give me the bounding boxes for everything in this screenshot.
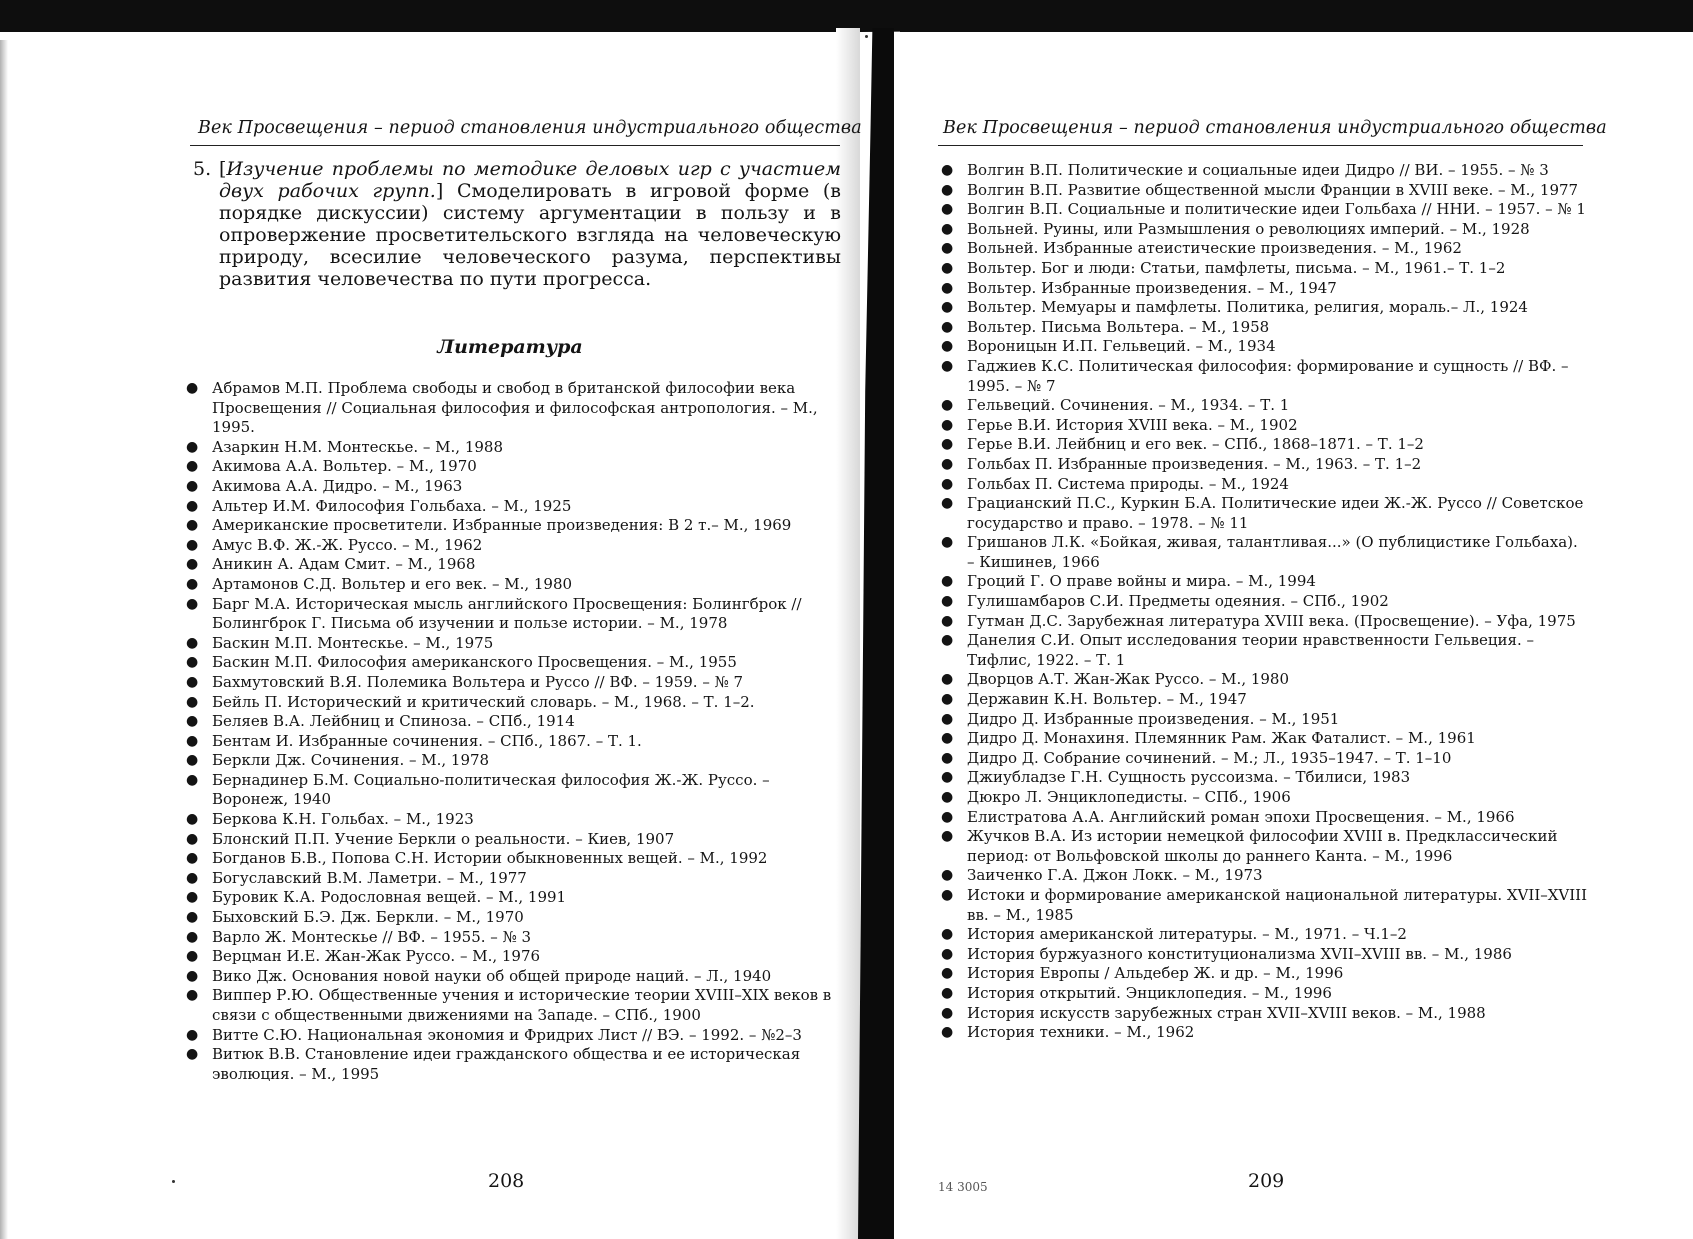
reference-item [935,788,1590,808]
reference-item [180,555,835,575]
reference-text: Дидро Д. Собрание сочинений. – М.; Л., 1935–1947. – Т. 1–10 [967,748,1452,767]
reference-text: Гулишамбаров С.И. Предметы одеяния. – СПб., 1902 [967,592,1389,611]
bullet-icon: ● [941,632,954,649]
reference-item [935,435,1590,455]
reference-text: Витте С.Ю. Национальная экономия и Фридрих Лист // ВЭ. – 1992. – №2–3 [212,1025,802,1044]
reference-item [935,592,1590,612]
reference-item [935,1004,1590,1024]
bullet-icon: ● [941,789,954,805]
reference-item [180,438,835,458]
reference-item [180,888,835,908]
reference-text: Беркова К.Н. Гольбах. – М., 1923 [212,810,474,829]
bullet-icon: ● [941,612,954,629]
bullet-icon: ● [186,477,199,494]
bullet-icon: ● [941,691,954,708]
bullet-icon: ● [186,752,199,769]
bullet-icon: ● [186,771,199,788]
bullet-icon: ● [941,573,954,590]
reference-item [935,396,1590,416]
reference-text: Державин К.Н. Вольтер. – М., 1947 [967,690,1247,709]
reference-item [935,416,1590,436]
bullet-icon: ● [941,279,954,296]
reference-item [180,712,835,732]
reference-item [935,749,1590,769]
reference-text: Витюк В.В. Становление идеи гражданского общества и ее историческая эволюция. – М., 1995 [212,1045,801,1083]
bullet-icon: ● [941,593,954,610]
bullet-icon: ● [941,769,954,786]
bullet-icon: ● [186,595,199,612]
reference-text: Грацианский П.С., Куркин Б.А. Политические идеи Ж.-Ж. Руссо // Советское государство и право. – 1978. – № 11 [967,494,1584,532]
head-rule-left [190,145,840,146]
bullet-icon: ● [941,886,954,903]
bullet-icon: ● [941,730,954,747]
reference-item [935,475,1590,495]
bullet-icon: ● [186,497,199,514]
scan-speck [865,35,868,38]
reference-text: Дюкро Л. Энциклопедисты. – СПб., 1906 [967,788,1291,806]
reference-text: Виппер Р.Ю. Общественные учения и исторические теории XVIII–XIX веков в связи с общественными движениями на Западе. – СПб., 1900 [212,986,832,1024]
reference-text: Аникин А. Адам Смит. – М., 1968 [212,555,476,574]
bullet-icon: ● [186,909,199,926]
reference-item [180,947,835,967]
reference-item [935,710,1590,730]
bullet-icon: ● [941,397,954,414]
reference-text: Вольтер. Письма Вольтера. – М., 1958 [967,317,1270,336]
reference-text: История американской литературы. – М., 1971. – Ч.1–2 [967,925,1407,944]
bullet-icon: ● [941,357,954,374]
bullet-icon: ● [941,671,954,688]
reference-item [935,690,1590,710]
reference-text: Заиченко Г.А. Джон Локк. – М., 1973 [967,866,1263,885]
bullet-icon: ● [186,458,199,475]
reference-item [180,693,835,713]
scan-speck [172,1180,175,1183]
bullet-icon: ● [186,713,199,730]
reference-item [180,810,835,830]
running-head-left: Век Просвещения – период становления индустриального общества [198,118,862,138]
reference-item [935,984,1590,1004]
bullet-icon: ● [941,416,954,433]
bullet-icon: ● [186,380,199,396]
bullet-icon: ● [186,830,199,847]
reference-text: Американские просветители. Избранные произведения: В 2 т.– М., 1969 [212,516,792,535]
reference-text: Бейль П. Исторический и критический словарь. – М., 1968. – Т. 1–2. [212,692,755,711]
reference-item [935,357,1590,396]
reference-item [180,497,835,517]
reference-text: История искусств зарубежных стран XVII–XVIII веков. – М., 1988 [967,1003,1486,1022]
reference-item [180,986,835,1025]
reference-text: Гельвеций. Сочинения. – М., 1934. – Т. 1 [967,396,1290,415]
reference-item [180,536,835,556]
reference-item [935,572,1590,592]
task-5 [193,158,841,290]
bullet-icon: ● [941,220,954,237]
reference-text: Верцман И.Е. Жан-Жак Руссо. – М., 1976 [212,947,541,966]
task-italic-lead: Изучение проблемы по методике деловых игр с участием двух рабочих групп. [219,158,841,202]
reference-item [180,1026,835,1046]
task-number: 5. [193,158,212,180]
bullet-icon: ● [941,749,954,766]
reference-text: Бахмутовский В.Я. Полемика Вольтера и Руссо // ВФ. – 1959. – № 7 [212,672,744,691]
reference-item [935,337,1590,357]
reference-item [935,631,1590,670]
bullet-icon: ● [941,455,954,472]
reference-item [935,279,1590,299]
bullet-icon: ● [941,534,954,551]
reference-item [935,455,1590,475]
bullet-icon: ● [941,867,954,884]
reference-text: Бернадинер Б.М. Социально-политическая философия Ж.-Ж. Руссо. – Воронеж, 1940 [212,770,770,809]
reference-item [935,259,1590,279]
bullet-icon: ● [186,1026,199,1043]
reference-text: История Европы / Альдебер Ж. и др. – М., 1996 [967,964,1344,983]
bullet-icon: ● [186,634,199,651]
bullet-icon: ● [941,808,954,825]
bullet-icon: ● [941,926,954,943]
bullet-icon: ● [186,869,199,886]
bullet-icon: ● [186,438,199,455]
reference-text: Альтер И.М. Философия Гольбаха. – М., 1925 [212,496,572,515]
reference-text: Барг М.А. Историческая мысль английского Просвещения: Болингброк // Болингброк Г. Письма об изучении и пользе истории. – М., 1978 [212,594,802,633]
bullet-icon: ● [941,475,954,492]
reference-text: Гутман Д.С. Зарубежная литература XVIII века. (Просвещение). – Уфа, 1975 [967,611,1576,630]
reference-item [180,771,835,810]
reference-item [935,768,1590,788]
bullet-icon: ● [941,201,954,218]
literature-heading: Литература [437,336,583,358]
reference-text: Блонский П.П. Учение Беркли о реальности. – Киев, 1907 [212,829,675,848]
bullet-icon: ● [186,928,199,945]
reference-text: Вольтер. Бог и люди: Статьи, памфлеты, письма. – М., 1961.– Т. 1–2 [967,258,1506,277]
reference-item [935,318,1590,338]
reference-item [180,653,835,673]
task-instructions: Смоделировать в игровой форме (в порядке дискуссии) систему аргументации в пользу и в опровержение просветительского взгляда на человеческую природу, всесилие человеческого разума, перспективы развития человечества по пути прогресса. [219,180,842,290]
reference-text: Акимова А.А. Вольтер. – М., 1970 [212,457,477,476]
reference-text: Дидро Д. Монахиня. Племянник Рам. Жак Фаталист. – М., 1961 [967,729,1476,748]
bullet-icon: ● [941,984,954,1001]
reference-item [935,161,1590,181]
reference-item [935,827,1590,866]
reference-item [180,849,835,869]
bullet-icon: ● [941,299,954,316]
running-head-right: Век Просвещения – период становления индустриального общества [943,118,1607,138]
task-text [219,158,841,290]
reference-text: Джиубладзе Г.Н. Сущность руссоизма. – Тбилиси, 1983 [967,768,1411,787]
reference-text: Жучков В.А. Из истории немецкой философии XVIII в. Предклассический период: от Вольфовской школы до раннего Канта. – М., 1996 [967,827,1558,865]
reference-item [180,967,835,987]
bullet-icon: ● [941,945,954,962]
bullet-icon: ● [186,654,199,671]
reference-item [935,220,1590,240]
reference-text: Гришанов Л.К. «Бойкая, живая, талантливая...» (О публицистике Гольбаха). – Кишинев, 1966 [967,533,1578,571]
reference-text: Вико Дж. Основания новой науки об общей природе наций. – Л., 1940 [212,966,772,985]
reference-item [180,908,835,928]
reference-text: Дворцов А.Т. Жан-Жак Руссо. – М., 1980 [967,670,1290,689]
reference-item [935,729,1590,749]
reference-text: Данелия С.И. Опыт исследования теории нравственности Гельвеция. – Тифлис, 1922. – Т. 1 [967,631,1535,669]
bullet-icon: ● [186,811,199,828]
bullet-icon: ● [186,536,199,553]
bullet-icon: ● [186,556,199,573]
reference-item [935,612,1590,632]
reference-item [935,1023,1590,1043]
reference-item [180,634,835,654]
reference-text: Вольтер. Мемуары и памфлеты. Политика, религия, мораль.– Л., 1924 [967,298,1528,317]
bullet-icon: ● [186,850,199,867]
reference-text: Истоки и формирование американской национальной литературы. XVII–XVIII вв. – М., 1985 [967,885,1588,924]
bullet-icon: ● [186,967,199,984]
reference-text: Вороницын И.П. Гельвеций. – М., 1934 [967,337,1276,356]
reference-item [180,457,835,477]
bullet-icon: ● [186,889,199,906]
reference-item [180,1045,835,1084]
reference-item [180,379,835,438]
reference-item [180,732,835,752]
task-bracket-close: ] [435,180,444,202]
reference-text: Волгин В.П. Развитие общественной мысли Франции в XVIII веке. – М., 1977 [967,180,1579,199]
reference-text: Буровик К.А. Родословная вещей. – М., 1991 [212,888,567,907]
reference-text: Герье В.И. История XVIII века. – М., 1902 [967,415,1298,434]
reference-item [935,866,1590,886]
reference-text: Герье В.И. Лейбниц и его век. – СПб., 1868–1871. – Т. 1–2 [967,435,1424,454]
bullet-icon: ● [941,1024,954,1041]
bullet-icon: ● [186,948,199,965]
signature-mark: 14 3005 [938,1180,988,1194]
reference-text: Амус В.Ф. Ж.-Ж. Руссо. – М., 1962 [212,535,483,554]
book-spine [858,28,894,1239]
reference-text: Варло Ж. Монтескье // ВФ. – 1955. – № 3 [212,927,532,946]
page-number-right: 209 [1248,1170,1285,1192]
reference-item [935,533,1590,572]
reference-text: Гроций Г. О праве войны и мира. – М., 1994 [967,572,1316,591]
reference-text: Бентам И. Избранные сочинения. – СПб., 1867. – Т. 1. [212,731,642,750]
reference-text: История буржуазного конституционализма XVII–XVIII вв. – М., 1986 [967,944,1512,963]
bullet-icon: ● [941,181,954,198]
reference-text: Азаркин Н.М. Монтескье. – М., 1988 [212,437,503,456]
reference-text: Беляев В.А. Лейбниц и Спиноза. – СПб., 1914 [212,712,575,731]
reference-text: Абрамов М.П. Проблема свободы и свобод в британской философии века Просвещения // Социальная философия и философская антропология. – М., 1995. [212,379,818,437]
reference-item [935,945,1590,965]
bullet-icon: ● [941,1004,954,1021]
reference-text: История техники. – М., 1962 [967,1023,1195,1042]
reference-text: История открытий. Энциклопедия. – М., 1996 [967,983,1332,1002]
reference-text: Беркли Дж. Сочинения. – М., 1978 [212,751,490,770]
bullet-icon: ● [941,965,954,982]
reference-text: Елистратова А.А. Английский роман эпохи Просвещения. – М., 1966 [967,807,1515,826]
reference-text: Волгин В.П. Социальные и политические идеи Гольбаха // ННИ. – 1957. – № 1 [967,200,1586,219]
reference-list-left [180,379,835,1084]
bullet-icon: ● [186,575,199,592]
bullet-icon: ● [941,828,954,845]
bullet-icon: ● [186,517,199,534]
reference-item [180,595,835,634]
reference-text: Гольбах П. Система природы. – М., 1924 [967,474,1289,493]
reference-text: Вольтер. Избранные произведения. – М., 1947 [967,278,1337,297]
bullet-icon: ● [186,1046,199,1063]
reference-text: Дидро Д. Избранные произведения. – М., 1951 [967,709,1340,728]
reference-item [180,477,835,497]
head-rule-right [938,145,1583,146]
reference-item [935,298,1590,318]
reference-item [935,181,1590,201]
reference-text: Волгин В.П. Политические и социальные идеи Дидро // ВИ. – 1955. – № 3 [967,161,1549,179]
reference-item [180,516,835,536]
reference-item [180,673,835,693]
page-number-left: 208 [488,1170,525,1192]
reference-item [935,494,1590,533]
bullet-icon: ● [941,318,954,335]
reference-item [935,808,1590,828]
bullet-icon: ● [186,987,199,1004]
task-bracket-open: [ [219,158,227,180]
bullet-icon: ● [186,673,199,690]
reference-item [180,575,835,595]
reference-text: Быховский Б.Э. Дж. Беркли. – М., 1970 [212,908,524,927]
reference-item [180,928,835,948]
reference-text: Акимова А.А. Дидро. – М., 1963 [212,476,463,495]
bullet-icon: ● [941,162,954,178]
reference-item [180,830,835,850]
reference-text: Артамонов С.Д. Вольтер и его век. – М., 1980 [212,574,573,593]
bullet-icon: ● [941,259,954,276]
reference-item [935,670,1590,690]
bullet-icon: ● [941,710,954,727]
reference-text: Баскин М.П. Монтескье. – М., 1975 [212,633,494,652]
bullet-icon: ● [186,693,199,710]
reference-item [935,886,1590,925]
bullet-icon: ● [941,495,954,512]
reference-list-right [935,161,1590,1043]
reference-text: Вольней. Избранные атеистические произведения. – М., 1962 [967,239,1462,258]
bullet-icon: ● [941,240,954,257]
reference-text: Баскин М.П. Философия американского Просвещения. – М., 1955 [212,653,737,672]
reference-item [935,964,1590,984]
reference-text: Гольбах П. Избранные произведения. – М., 1963. – Т. 1–2 [967,454,1422,473]
reference-item [180,751,835,771]
bullet-icon: ● [941,338,954,355]
reference-text: Богуславский В.М. Ламетри. – М., 1977 [212,868,527,887]
reference-item [180,869,835,889]
reference-item [935,925,1590,945]
reference-item [935,200,1590,220]
page-edge-shadow [0,40,8,1239]
reference-item [935,239,1590,259]
bullet-icon: ● [186,732,199,749]
reference-text: Богданов Б.В., Попова С.Н. Истории обыкновенных вещей. – М., 1992 [212,849,768,868]
reference-text: Вольней. Руины, или Размышления о революциях империй. – М., 1928 [967,219,1530,238]
bullet-icon: ● [941,436,954,453]
reference-text: Гаджиев К.С. Политическая философия: формирование и сущность // ВФ. – 1995. – № 7 [967,356,1569,395]
